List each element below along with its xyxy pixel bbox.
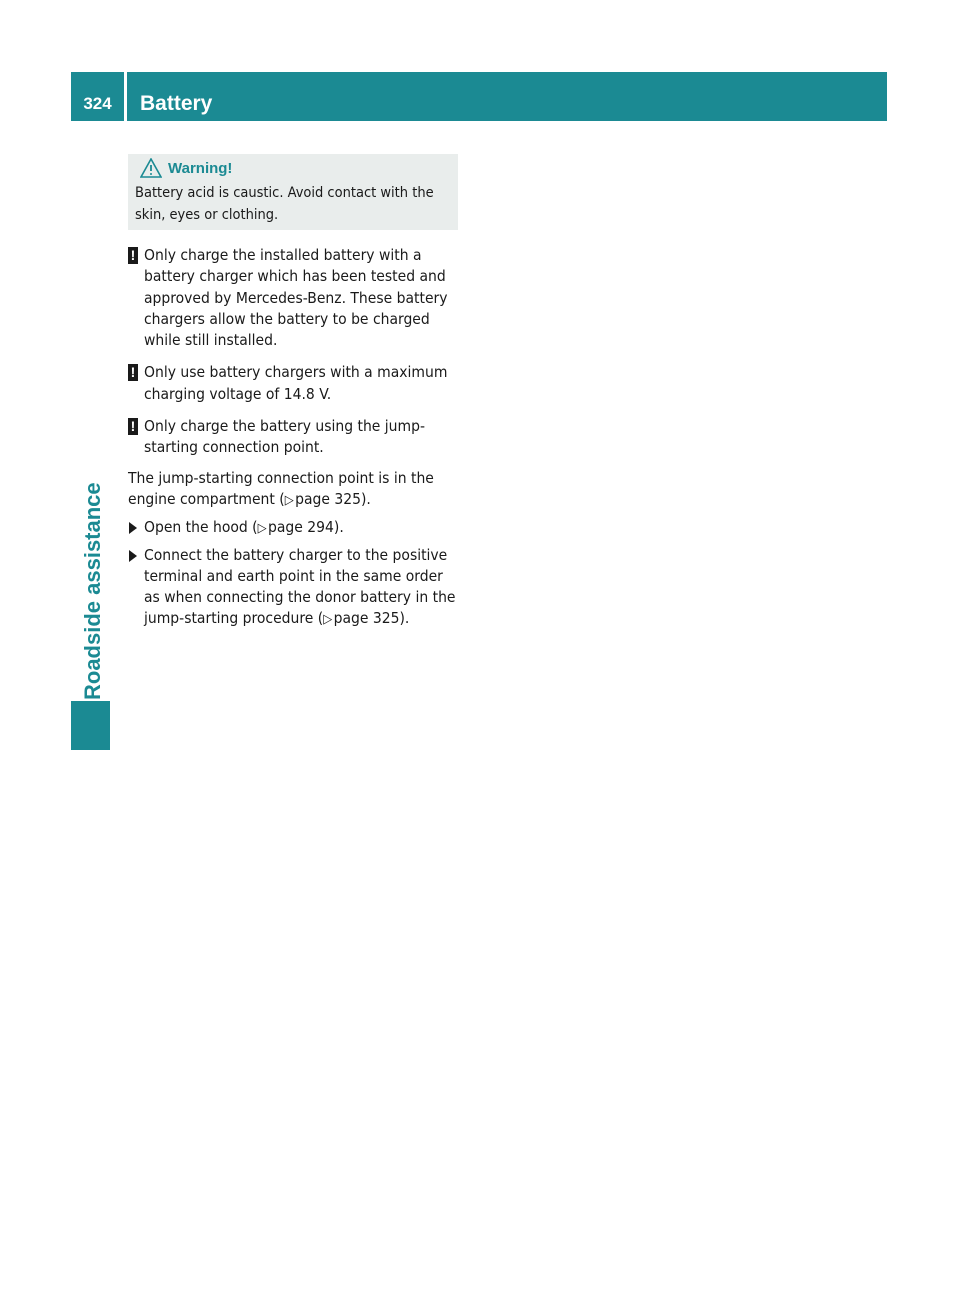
warning-header — [140, 158, 232, 178]
page-ref-arrow-icon: ▷ — [323, 612, 333, 628]
note-text: Only charge the battery using the jump-starting connection point. — [144, 417, 425, 457]
page-number: 324 — [83, 94, 112, 113]
exclamation-icon: ! — [128, 418, 138, 435]
step-item — [128, 545, 460, 631]
warning-box — [128, 154, 458, 230]
page-ref-arrow-icon: ▷ — [284, 492, 294, 508]
note-item — [128, 416, 460, 459]
paragraph — [128, 468, 460, 512]
step-text: Open the hood ( — [144, 518, 258, 537]
header-divider — [124, 72, 127, 121]
paragraph-text: The jump-starting connection point is in the engine compartment ( — [128, 468, 434, 508]
step-item — [128, 517, 460, 539]
note-item — [128, 362, 460, 405]
step-arrow-icon — [129, 522, 137, 534]
section-title: Battery — [140, 92, 213, 115]
page-reference-link[interactable]: page 294). — [268, 518, 344, 537]
page-reference-link[interactable]: page 325). — [333, 609, 410, 628]
main-content — [128, 245, 460, 636]
note-text: Only use battery chargers with a maximum charging voltage of 14.8 V. — [144, 363, 448, 403]
exclamation-icon: ! — [128, 364, 138, 381]
page-reference-link[interactable]: page 325). — [295, 489, 371, 508]
note-item — [128, 245, 460, 351]
warning-text: Battery acid is caustic. Avoid contact with the skin, eyes or clothing. — [135, 185, 434, 223]
step-arrow-icon — [129, 550, 137, 562]
warning-title: Warning! — [168, 159, 233, 177]
side-tab-label: Roadside assistance — [80, 482, 105, 700]
page-ref-arrow-icon: ▷ — [257, 521, 267, 537]
exclamation-icon: ! — [128, 247, 138, 264]
note-text: Only charge the installed battery with a battery charger which has been tested and approved by Mercedes-Benz. These battery chargers allow the battery to be charged while still installed. — [144, 246, 448, 350]
step-text: Connect the battery charger to the positive terminal and earth point in the same order as when connecting the donor battery in the jump-starting procedure ( — [144, 545, 456, 628]
warning-triangle-icon — [140, 158, 162, 178]
